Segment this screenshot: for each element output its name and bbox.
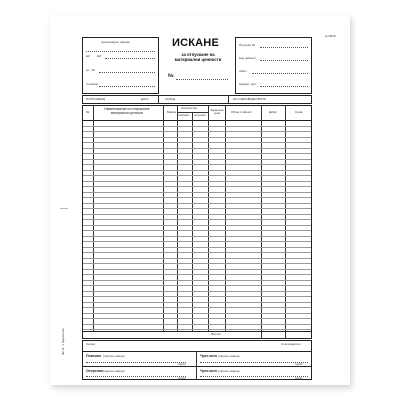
table-row (83, 164, 311, 165)
table-row (83, 252, 311, 253)
table-row (83, 324, 311, 325)
table-row (83, 263, 311, 264)
signature-hint-4: подпис (295, 377, 303, 380)
table-row (83, 329, 311, 330)
table-row (83, 192, 311, 193)
org-label: организация, фирма (101, 40, 130, 44)
col-qty-req-header: поискано (178, 114, 190, 117)
table-row (83, 247, 311, 248)
table-row (83, 274, 311, 275)
warehouse-label: СКЛАД (165, 97, 176, 101)
via-names-hint-1: (трите имена) (218, 353, 240, 358)
bulstat-prefix: ЕК (86, 54, 90, 58)
table-row (83, 153, 311, 154)
phone-label: телефон (86, 82, 99, 86)
table-row (83, 131, 311, 132)
table-row (83, 170, 311, 171)
warehouse-footer-label: Склад: (86, 342, 96, 346)
recipient-label: ПОЛУЧАВАЩ (86, 97, 106, 101)
table-row (83, 175, 311, 176)
col-debit-header: Дебит (269, 110, 278, 114)
request-form-sheet (50, 15, 350, 385)
table-row (83, 318, 311, 319)
form-code: Н-18/10 (325, 34, 336, 38)
table-row (83, 313, 311, 314)
col-num-header: № (86, 110, 90, 114)
col-mark-header: Марка (167, 110, 176, 114)
table-row (83, 280, 311, 281)
issuer-info-box (82, 37, 159, 94)
table-row (83, 142, 311, 143)
accountant-label: Счетоводител (281, 342, 301, 346)
street-label: ул., № (86, 68, 95, 72)
table-row (83, 214, 311, 215)
table-row (83, 258, 311, 259)
number-label: № (168, 73, 174, 79)
side-publisher-code: МК 12 - 1 Издателство (62, 328, 65, 355)
table-rows (83, 120, 311, 332)
table-row (83, 208, 311, 209)
via-names-hint-2: (трите имена) (218, 368, 240, 373)
signature-hint-2: подпис (295, 363, 303, 366)
table-row (83, 285, 311, 286)
fold-mark (60, 208, 68, 209)
issued-by-label: Отпуснал (86, 369, 104, 373)
form-subtitle-line1: за отпускане на (181, 52, 215, 57)
table-row (83, 203, 311, 204)
via-label-2: Чрез кого (200, 369, 218, 373)
table-row (83, 159, 311, 160)
date-label: ДАТА (141, 97, 149, 101)
col-qty-header: Количество (181, 106, 198, 110)
table-row (83, 307, 311, 308)
table-row (83, 126, 311, 127)
activity-type-label: вид дейност (239, 56, 257, 60)
table-row (83, 302, 311, 303)
object-label: обект (239, 69, 247, 73)
recipient-row (82, 95, 312, 104)
signature-hint-3: подпис (178, 377, 186, 380)
signature-hint-1: подпис (178, 363, 186, 366)
order-info-box (235, 37, 312, 94)
table-row (83, 291, 311, 292)
via-label-1: Чрез кого (200, 354, 218, 358)
accounting-label: ЗА СЧЕТОВОДСТВОТО (233, 97, 267, 101)
form-title: ИСКАНЕ (172, 37, 219, 49)
table-row (83, 186, 311, 187)
table-row (83, 230, 311, 231)
col-sum-header: Сума (295, 110, 303, 114)
items-table (82, 105, 312, 339)
total-label: Всичко (211, 332, 221, 336)
table-row (83, 219, 311, 220)
col-name-header: Наименование на отпусканите материални ценности (104, 107, 150, 115)
table-row (83, 269, 311, 270)
requested-by-label: Поискал (86, 354, 102, 358)
col-total-header: Обща стойност (231, 110, 253, 114)
bulstat-label: ЕИ (97, 54, 102, 58)
budget-label: бюджет, цел (239, 82, 256, 86)
col-qty-issued-header: отпуснато (194, 114, 206, 117)
table-row (83, 225, 311, 226)
col-unit-price-header: Единична цена (210, 108, 224, 116)
table-row (83, 148, 311, 149)
table-row (83, 241, 311, 242)
form-subtitle-line2: материални ценности (174, 57, 222, 62)
issued-names-hint: (трите имена) (103, 368, 125, 373)
table-row (83, 236, 311, 237)
table-row (83, 197, 311, 198)
table-row (83, 137, 311, 138)
footer-signatures (82, 340, 312, 380)
table-row (83, 296, 311, 297)
order-label: Поръчка № (239, 43, 256, 47)
table-row (83, 181, 311, 182)
requested-names-hint: (трите имена) (103, 353, 125, 358)
